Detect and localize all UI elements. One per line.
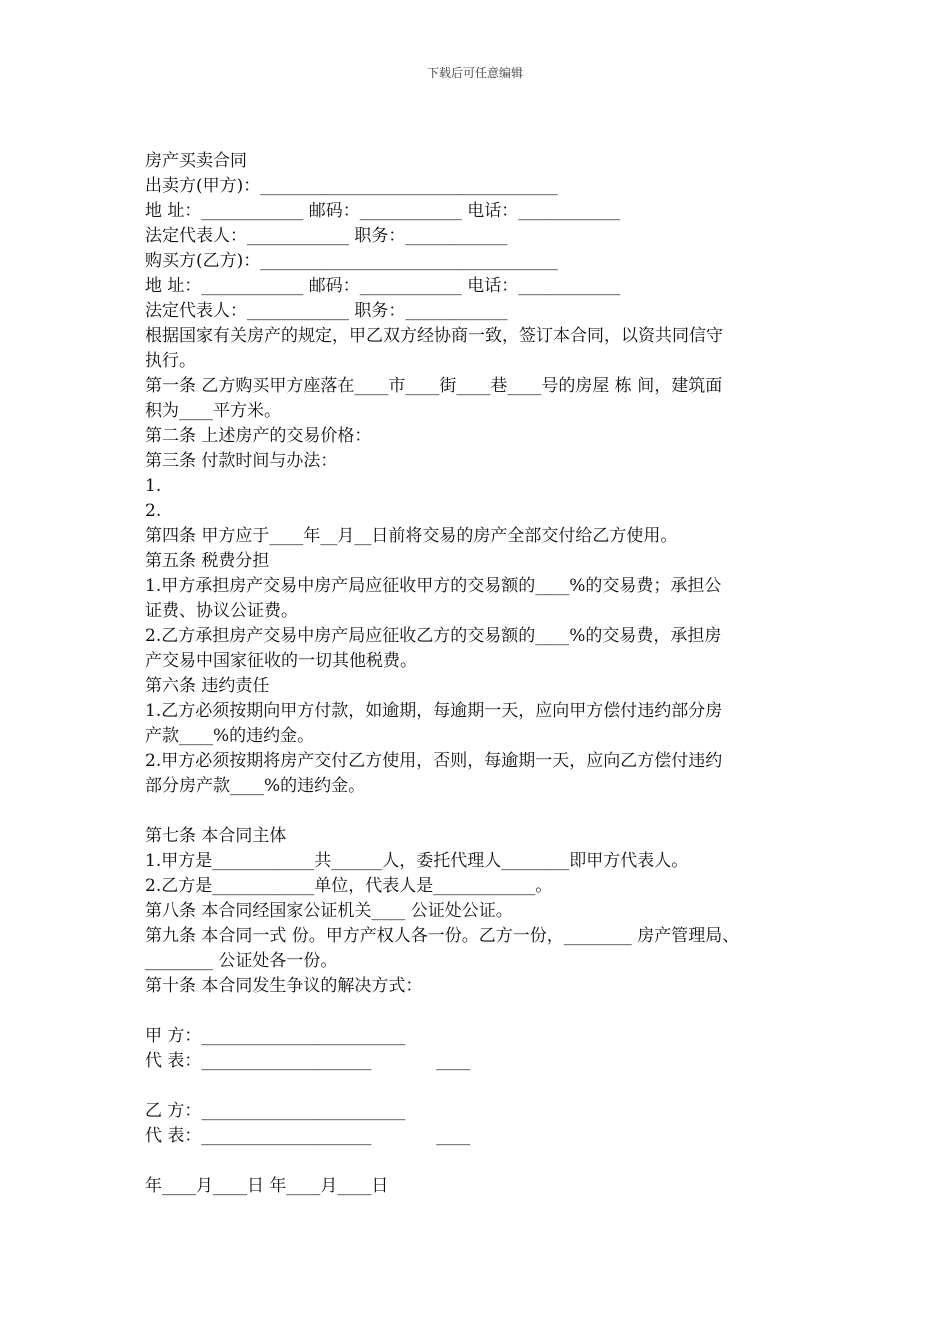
article-6-item-1-line-1: 1.乙方必须按期向甲方付款，如逾期，每逾期一天，应向甲方偿付违约部分房 [145,701,723,721]
article-5-item-1-line-2: 证费、协议公证费。 [145,601,298,621]
article-7: 第七条 本合同主体 [145,826,287,846]
article-9-line-1: 第九条 本合同一式 份。甲方产权人各一份。乙方一份，________ 房产管理局、 [145,926,740,946]
spacer [145,799,817,824]
intro-line-2: 执行。 [145,351,196,371]
signature-party-a-representative: 代 表：____________________ ____ [145,1051,471,1071]
seller-address-line: 地 址：____________ 邮码：____________ 电话：____________ [145,201,621,221]
buyer-representative-line: 法定代表人：____________ 职务：____________ [145,301,508,321]
date-line: 年____月____日 年____月____日 [145,1176,389,1196]
article-9-line-2: ________ 公证处各一份。 [145,951,338,971]
intro-line-1: 根据国家有关房产的规定，甲乙双方经协商一致，签订本合同，以资共同信守 [145,326,723,346]
contract-body [145,149,817,1199]
article-6: 第六条 违约责任 [145,676,270,696]
article-3-item-2: 2. [145,501,162,521]
article-3: 第三条 付款时间与办法： [145,451,338,471]
buyer-address-line: 地 址：____________ 邮码：____________ 电话：____________ [145,276,621,296]
article-2: 第二条 上述房产的交易价格： [145,426,372,446]
article-1-line-1: 第一条 乙方购买甲方座落在____市____街____巷____号的房屋 栋 间，建筑面 [145,376,723,396]
article-5: 第五条 税费分担 [145,551,270,571]
article-6-item-1-line-2: 产款____%的违约金。 [145,726,315,746]
spacer [145,1074,817,1099]
article-7-item-1: 1.甲方是____________共______人，委托代理人________即甲方代表人。 [145,851,689,871]
spacer [145,999,817,1024]
article-10: 第十条 本合同发生争议的解决方式： [145,976,423,996]
buyer-line: 购买方(乙方)：___________________________________ [145,251,558,271]
article-4: 第四条 甲方应于____年__月__日前将交易的房产全部交付给乙方使用。 [145,526,678,546]
article-1-line-2: 积为____平方米。 [145,401,281,421]
seller-representative-line: 法定代表人：____________ 职务：____________ [145,226,508,246]
signature-party-b-representative: 代 表：____________________ ____ [145,1126,471,1146]
article-6-item-2-line-2: 部分房产款____%的违约金。 [145,776,366,796]
article-3-item-1: 1. [145,476,162,496]
article-6-item-2-line-1: 2.甲方必须按期将房产交付乙方使用，否则，每逾期一天，应向乙方偿付违约 [145,751,723,771]
article-5-item-2-line-2: 产交易中国家征收的一切其他税费。 [145,651,417,671]
signature-party-b: 乙 方：________________________ [145,1101,406,1121]
contract-title: 房产买卖合同 [145,151,247,171]
spacer [145,1149,817,1174]
seller-line: 出卖方(甲方)：___________________________________ [145,176,558,196]
article-8: 第八条 本合同经国家公证机关____ 公证处公证。 [145,901,513,921]
article-5-item-2-line-1: 2.乙方承担房产交易中房产局应征收乙方的交易额的____%的交易费，承担房 [145,626,722,646]
signature-party-a: 甲 方：________________________ [145,1026,406,1046]
header-note: 下载后可任意编辑 [426,66,523,80]
article-7-item-2: 2.乙方是____________单位，代表人是____________。 [145,876,553,896]
article-5-item-1-line-1: 1.甲方承担房产交易中房产局应征收甲方的交易额的____%的交易费；承担公 [145,576,722,596]
